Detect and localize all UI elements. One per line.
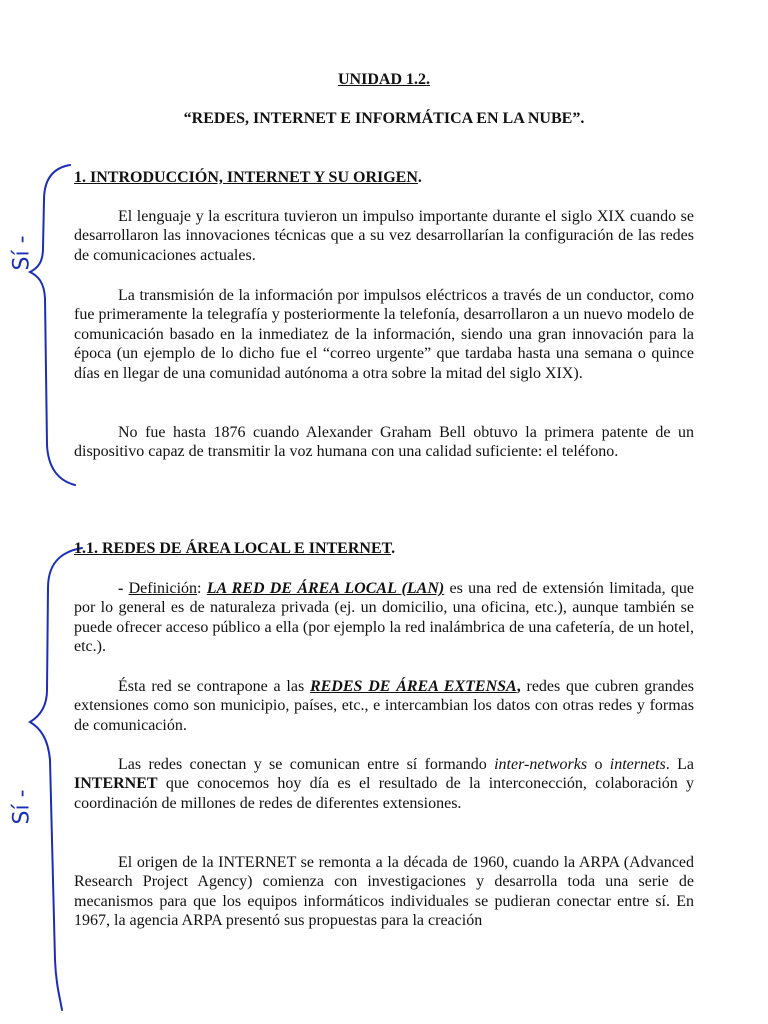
section1-paragraph-2	[74, 286, 694, 383]
paragraph-text: La transmisión de la información por impulsos eléctricos a través de un conductor, como fue primeramente la telegrafía y posteriormente la telefonía, desarrollaron a un nuevo modelo de comunicación basado en la inmediatez de la información, siendo una gran innovación para la época (un ejemplo de lo dicho fue el “correo urgente” que tardaba hasta una semana o quince días en llegar de una comunidad autónoma a otra sobre la mitad del siglo XIX).	[74, 287, 694, 382]
paragraph-text	[74, 677, 694, 735]
section2-heading-text: 1.1. REDES DE ÁREA LOCAL E INTERNET	[74, 540, 392, 557]
p2-comma: ,	[516, 678, 521, 695]
section1-heading-text: 1. INTRODUCCIÓN, INTERNET Y SU ORIGEN	[74, 169, 418, 186]
section2-definition	[74, 579, 694, 657]
section2-heading	[74, 539, 694, 558]
p2-start: Ésta red se contrapone a las	[118, 678, 310, 695]
unit-subtitle: “REDES, INTERNET E INFORMÁTICA EN LA NUBE”.	[183, 110, 585, 127]
p3-internet-bold: INTERNET	[74, 775, 158, 793]
p3-b: o	[587, 756, 610, 773]
def-colon: :	[197, 580, 207, 597]
section2-heading-tail: .	[391, 540, 396, 557]
p3-a: Las redes conectan y se comunican entre sí formando	[118, 756, 495, 773]
unit-title-wrap	[74, 70, 694, 89]
definition-paragraph	[74, 579, 694, 657]
section2-paragraph-4	[74, 853, 694, 931]
paragraph-text: El origen de la INTERNET se remonta a la década de 1960, cuando la ARPA (Advanced Research Project Agency) comienza con investigaciones y desarrolla toda una serie de mecanismos para que los equipos informáticos individuales se pudieran conectar entre sí. En 1967, la agencia ARPA presentó sus propuestas para la creación	[74, 854, 694, 930]
p2-rest: redes que cubren grandes extensiones como son municipio, países, etc., e intercambian los datos con otras redes y formas de comunicación.	[74, 678, 694, 734]
paragraph-text: No fue hasta 1876 cuando Alexander Graham Bell obtuvo la primera patente de un dispositivo capaz de transmitir la voz humana con una calidad suficiente: el teléfono.	[74, 424, 694, 461]
section1-heading	[74, 168, 694, 187]
section1-paragraph-3	[74, 423, 694, 462]
section2-paragraph-3	[74, 755, 694, 813]
bracket-1	[30, 165, 75, 485]
def-text: es una red de extensión limitada, que por lo general es de naturaleza privada (ej. un domicilio, una oficina, etc.), aunque también se puede ofrecer acceso público a ella (por ejemplo la red inalámbrica de una cafetería, de un hotel, etc.).	[74, 580, 695, 656]
def-label: Definición	[128, 580, 198, 597]
paragraph-text	[74, 755, 694, 813]
p3-internets: internets	[609, 756, 666, 773]
handwritten-mark-1: Sí -	[9, 235, 35, 271]
p3-inter-networks: inter-networks	[494, 756, 588, 773]
p3-c: . La	[665, 756, 694, 773]
p3-d: que conocemos hoy día es el resultado de la interconección, colaboración y coordinación de millones de redes de diferentes extensiones.	[74, 775, 694, 812]
def-dash: -	[118, 580, 129, 597]
unit-title: UNIDAD 1.2.	[338, 71, 430, 88]
handwritten-mark-2: Sí -	[9, 789, 35, 825]
def-term: LA RED DE ÁREA LOCAL (LAN)	[206, 580, 445, 597]
section1-heading-tail: .	[417, 169, 422, 186]
p2-term: REDES DE ÁREA EXTENSA	[309, 678, 517, 695]
section2-paragraph-2	[74, 677, 694, 735]
section1-paragraph-1	[74, 207, 694, 265]
paragraph-text: El lenguaje y la escritura tuvieron un impulso importante durante el siglo XIX cuando se desarrollaron las innovaciones técnicas que a su vez desarrollarían la configuración de las redes de comunicaciones actuales.	[74, 208, 694, 264]
